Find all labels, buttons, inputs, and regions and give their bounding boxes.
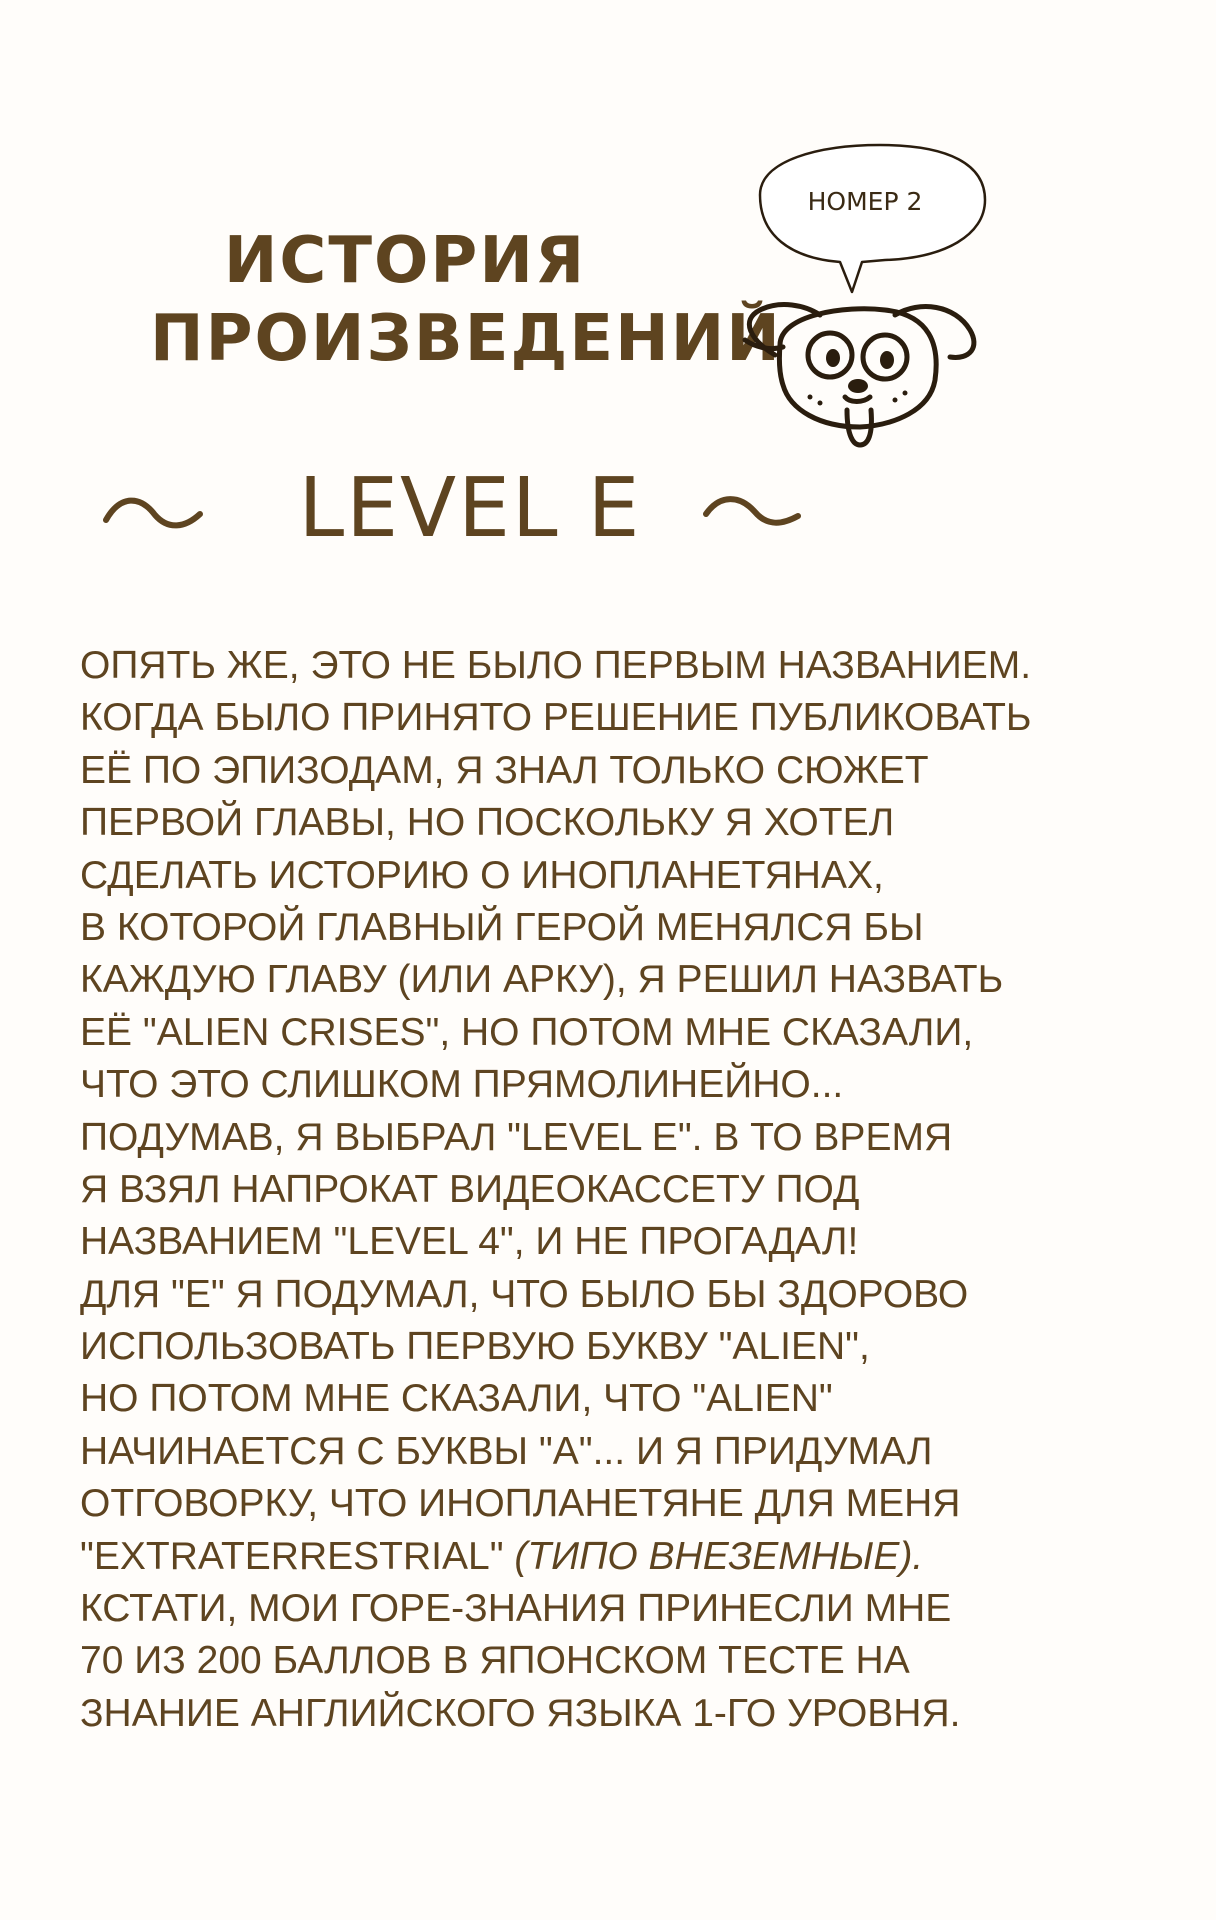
body-line: ЕЁ ПО ЭПИЗОДАМ, Я ЗНАЛ ТОЛЬКО СЮЖЕТ — [80, 748, 929, 792]
body-line: КСТАТИ, МОИ ГОРЕ-ЗНАНИЯ ПРИНЕСЛИ МНЕ — [80, 1587, 952, 1631]
body-line: ПОДУМАВ, Я ВЫБРАЛ "LEVEL E". В ТО ВРЕМЯ — [80, 1115, 953, 1159]
body-line: Я ВЗЯЛ НАПРОКАТ ВИДЕОКАССЕТУ ПОД — [80, 1167, 860, 1211]
body-line: ЧТО ЭТО СЛИШКОМ ПРЯМОЛИНЕЙНО... — [80, 1063, 844, 1107]
body-text — [80, 640, 1160, 1740]
body-line: ЕЁ "ALIEN CRISES", НО ПОТОМ МНЕ СКАЗАЛИ, — [80, 1010, 974, 1054]
swirl-left-icon — [100, 490, 210, 540]
body-line: ОПЯТЬ ЖЕ, ЭТО НЕ БЫЛО ПЕРВЫМ НАЗВАНИЕМ. — [80, 644, 1032, 687]
speech-bubble-icon — [0, 0, 1216, 300]
title-line-1: ИСТОРИЯ — [223, 224, 587, 298]
body-line: ПЕРВОЙ ГЛАВЫ, НО ПОСКОЛЬКУ Я ХОТЕЛ — [80, 801, 895, 845]
speech-bubble-text: НОМЕР 2 — [807, 187, 923, 216]
body-line — [80, 1531, 1160, 1583]
body-line-text: "EXTRATERRESTRIAL" — [80, 1534, 515, 1578]
swirl-right-icon — [700, 490, 810, 540]
body-line: НАЧИНАЕТСЯ С БУКВЫ "A"... И Я ПРИДУМАЛ — [80, 1429, 933, 1473]
body-line: СДЕЛАТЬ ИСТОРИЮ О ИНОПЛАНЕТЯНАХ, — [80, 853, 884, 897]
body-line: КАЖДУЮ ГЛАВУ (ИЛИ АРКУ), Я РЕШИЛ НАЗВАТЬ — [80, 958, 1004, 1002]
body-line: НО ПОТОМ МНЕ СКАЗАЛИ, ЧТО "ALIEN" — [80, 1377, 833, 1421]
title-line-2: ПРОИЗВЕДЕНИЙ — [150, 302, 782, 376]
translator-note: (ТИПО ВНЕЗЕМНЫЕ). — [514, 1534, 924, 1578]
body-line: ДЛЯ "E" Я ПОДУМАЛ, ЧТО БЫЛО БЫ ЗДОРОВО — [80, 1272, 969, 1316]
subtitle: LEVEL E — [298, 461, 642, 556]
body-line: НАЗВАНИЕМ "LEVEL 4", И НЕ ПРОГАДАЛ! — [80, 1220, 859, 1264]
body-line: ИСПОЛЬЗОВАТЬ ПЕРВУЮ БУКВУ "ALIEN", — [80, 1325, 870, 1369]
body-line: 70 ИЗ 200 БАЛЛОВ В ЯПОНСКОМ ТЕСТЕ НА — [80, 1639, 910, 1683]
subtitle-row — [100, 460, 820, 560]
body-line: ЗНАНИЕ АНГЛИЙСКОГО ЯЗЫКА 1-ГО УРОВНЯ. — [80, 1691, 961, 1735]
body-line: КОГДА БЫЛО ПРИНЯТО РЕШЕНИЕ ПУБЛИКОВАТЬ — [80, 696, 1032, 740]
dog-face-icon — [735, 285, 995, 455]
body-line: В КОТОРОЙ ГЛАВНЫЙ ГЕРОЙ МЕНЯЛСЯ БЫ — [80, 905, 924, 949]
body-line: ОТГОВОРКУ, ЧТО ИНОПЛАНЕТЯНЕ ДЛЯ МЕНЯ — [80, 1482, 961, 1526]
